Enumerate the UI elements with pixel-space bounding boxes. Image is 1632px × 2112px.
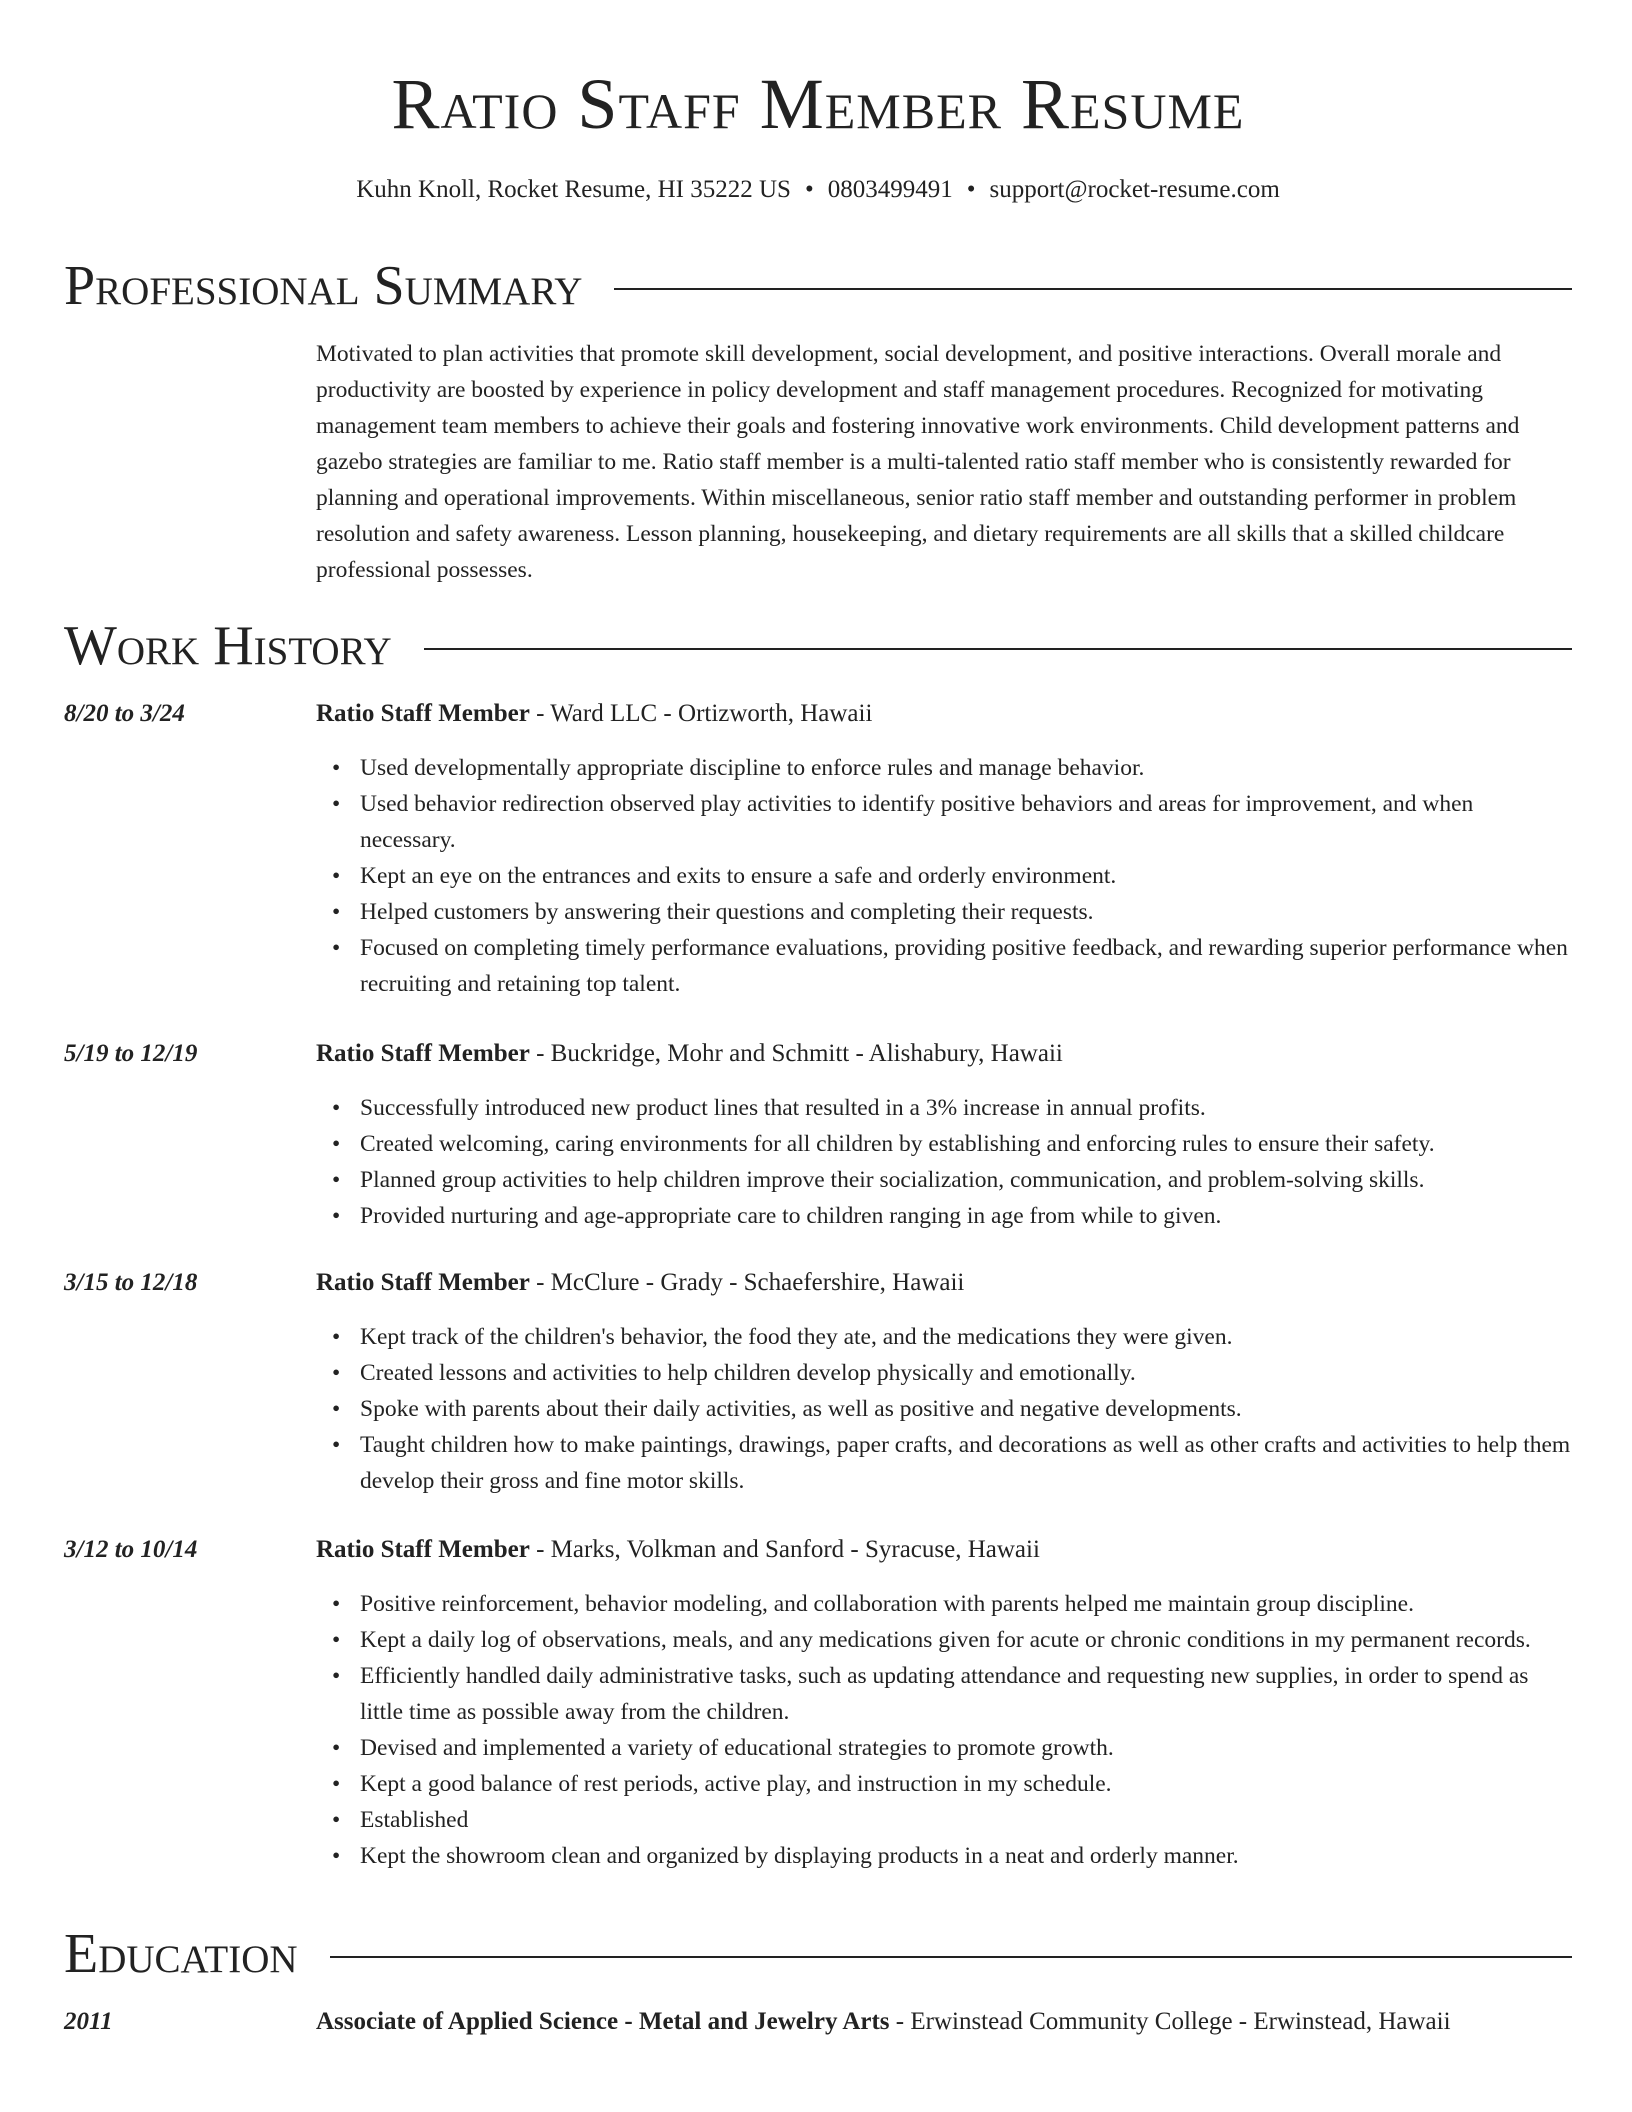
- contact-separator: •: [966, 176, 976, 203]
- job-bullet: • Used behavior redirection observed play activities to identify positive behaviors and areas for improvement, and when necessary.: [360, 786, 1572, 858]
- job-bullets: [316, 750, 1572, 1002]
- contact-address: Kuhn Knoll, Rocket Resume, HI 35222 US: [356, 176, 791, 203]
- job-dates: 3/12 to 10/14: [64, 1536, 198, 1563]
- resume-title: Ratio Staff Member Resume: [391, 64, 1245, 144]
- job-bullets: [316, 1586, 1572, 1874]
- job-dates: 5/19 to 12/19: [64, 1040, 198, 1067]
- education-heading: [316, 2004, 1451, 2040]
- job-bullet: • Created lessons and activities to help children develop physically and emotionally.: [360, 1355, 1572, 1391]
- contact-phone: 0803499491: [827, 176, 953, 203]
- section-divider: [330, 1956, 1572, 1958]
- job-bullet: • Efficiently handled daily administrative tasks, such as updating attendance and requesting new supplies, in order to spend as little time as possible away from the children.: [360, 1658, 1572, 1730]
- job-bullet: • Established: [360, 1802, 1572, 1838]
- section-divider: [424, 648, 1572, 650]
- job-bullet: • Kept a daily log of observations, meals, and any medications given for acute or chronic conditions in my permanent records.: [360, 1622, 1572, 1658]
- section-header-work-history: [64, 614, 1572, 678]
- job-bullet: • Used developmentally appropriate discipline to enforce rules and manage behavior.: [360, 750, 1572, 786]
- job-company: - Marks, Volkman and Sanford - Syracuse, Hawaii: [529, 1536, 1040, 1563]
- job-bullet: • Focused on completing timely performance evaluations, providing positive feedback, and rewarding superior performance when recruiting and retaining top talent.: [360, 930, 1572, 1002]
- job-company: - Buckridge, Mohr and Schmitt - Alishabury, Hawaii: [529, 1040, 1063, 1067]
- job-bullet: • Successfully introduced new product lines that resulted in a 3% increase in annual profits.: [360, 1090, 1572, 1126]
- job-bullet: • Helped customers by answering their questions and completing their requests.: [360, 894, 1572, 930]
- education-school: - Erwinstead Community College - Erwinstead, Hawaii: [889, 2008, 1451, 2035]
- job-title: Ratio Staff Member: [316, 1040, 530, 1067]
- job-heading: [316, 1265, 964, 1301]
- job-company: - McClure - Grady - Schaefershire, Hawaii: [529, 1269, 965, 1296]
- job-title: Ratio Staff Member: [316, 700, 530, 727]
- contact-separator: •: [804, 176, 814, 203]
- job-bullet: • Taught children how to make paintings, drawings, paper crafts, and decorations as well as other crafts and activities to help them develop their gross and fine motor skills.: [360, 1427, 1572, 1499]
- section-heading: Education: [64, 1923, 298, 1985]
- job-bullet: • Planned group activities to help children improve their socialization, communication, and problem-solving skills.: [360, 1162, 1572, 1198]
- job-bullets: [316, 1090, 1572, 1234]
- job-bullet: • Created welcoming, caring environments for all children by establishing and enforcing rules to ensure their safety.: [360, 1126, 1572, 1162]
- job-dates: 8/20 to 3/24: [64, 700, 185, 727]
- job-bullet: • Kept an eye on the entrances and exits to ensure a safe and orderly environment.: [360, 858, 1572, 894]
- section-divider: [614, 288, 1572, 290]
- job-company: - Ward LLC - Ortizworth, Hawaii: [529, 700, 873, 727]
- education-year: 2011: [64, 2008, 113, 2035]
- job-heading: [316, 1532, 1040, 1568]
- job-bullet: • Provided nurturing and age-appropriate care to children ranging in age from while to given.: [360, 1198, 1572, 1234]
- job-heading: [316, 1036, 1063, 1072]
- contact-email: support@rocket-resume.com: [989, 176, 1280, 203]
- job-bullet: • Spoke with parents about their daily activities, as well as positive and negative developments.: [360, 1391, 1572, 1427]
- job-bullets: [316, 1319, 1572, 1499]
- job-bullet: • Devised and implemented a variety of educational strategies to promote growth.: [360, 1730, 1572, 1766]
- job-bullet: • Positive reinforcement, behavior modeling, and collaboration with parents helped me maintain group discipline.: [360, 1586, 1572, 1622]
- summary-text: Motivated to plan activities that promote skill development, social development, and positive interactions. Overall morale and productivity are boosted by experience in policy development and staff management procedures. Recognized for motivating management team members to achieve their goals and fostering innovative work environments. Child development patterns and gazebo strategies are familiar to me. Ratio staff member is a multi-talented ratio staff member who is consistently rewarded for planning and operational improvements. Within miscellaneous, senior ratio staff member and outstanding performer in problem resolution and safety awareness. Lesson planning, housekeeping, and dietary requirements are all skills that a skilled childcare professional possesses.: [316, 341, 1520, 583]
- section-heading: Work History: [64, 615, 392, 677]
- job-bullet: • Kept the showroom clean and organized by displaying products in a neat and orderly manner.: [360, 1838, 1572, 1874]
- job-heading: [316, 696, 872, 732]
- section-header-summary: [64, 254, 1572, 318]
- job-title: Ratio Staff Member: [316, 1536, 530, 1563]
- job-bullet: • Kept track of the children's behavior, the food they ate, and the medications they were given.: [360, 1319, 1572, 1355]
- section-heading: Professional Summary: [64, 255, 583, 317]
- education-degree: Associate of Applied Science - Metal and Jewelry Arts: [316, 2008, 890, 2035]
- job-dates: 3/15 to 12/18: [64, 1269, 198, 1296]
- section-header-education: [64, 1922, 1572, 1986]
- job-title: Ratio Staff Member: [316, 1269, 530, 1296]
- job-bullet: • Kept a good balance of rest periods, active play, and instruction in my schedule.: [360, 1766, 1572, 1802]
- contact-line: [64, 172, 1572, 208]
